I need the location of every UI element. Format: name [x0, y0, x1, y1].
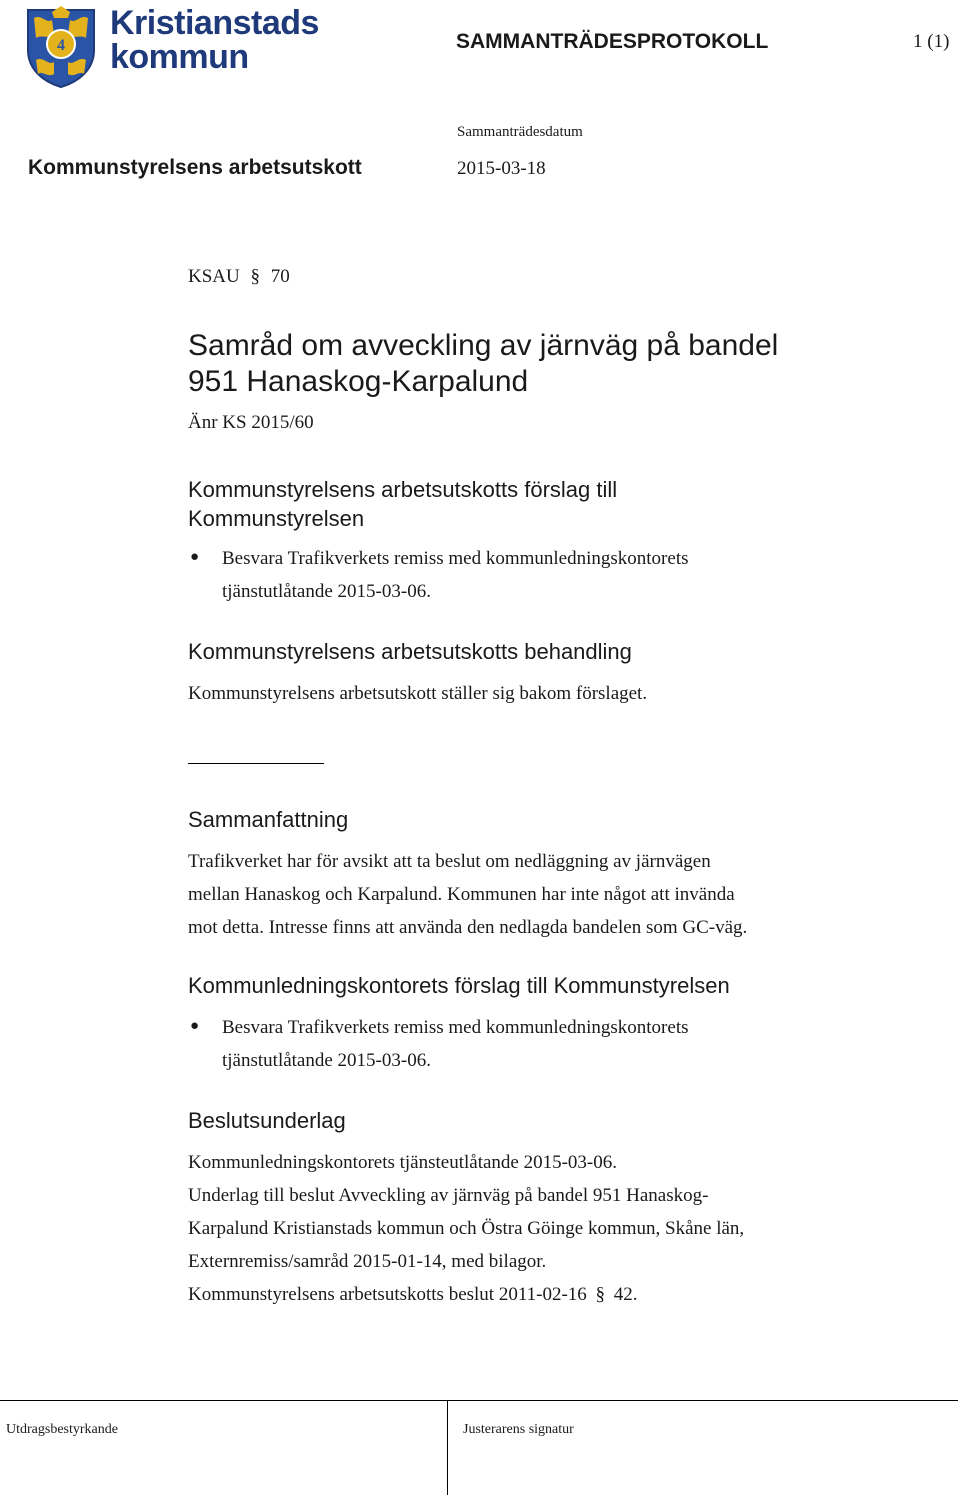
office-bullet-line2: tjänstutlåtande 2015-03-06.: [222, 1050, 431, 1071]
case-number: [188, 266, 290, 288]
logo-text-line1: Kristianstads: [110, 4, 319, 42]
coat-of-arms-icon: [24, 4, 98, 88]
reference-number: Änr KS 2015/60: [188, 412, 314, 433]
basis-line5-text: Kommunstyrelsens arbetsutskotts beslut 2011-02-16: [188, 1284, 587, 1305]
basis-line5-number: 42.: [613, 1284, 638, 1305]
separator-line: [188, 763, 324, 764]
adjuster-signature-label: Justerarens signatur: [463, 1422, 574, 1437]
proposal-heading-line2: Kommunstyrelsen: [188, 506, 365, 531]
section-sign: §: [250, 266, 260, 287]
kristianstad-logo: [24, 4, 319, 88]
organ-name: Kommunstyrelsens arbetsutskott: [28, 156, 362, 179]
proposal-heading-line1: Kommunstyrelsens arbetsutskotts förslag till: [188, 477, 618, 502]
basis-list: [188, 1146, 908, 1311]
footer-divider: [447, 1400, 448, 1495]
proposal-heading: [188, 475, 617, 533]
summary-line3: mot detta. Intresse finns att använda den nedlagda bandelen som GC-väg.: [188, 917, 748, 938]
summary-heading: Sammanfattning: [188, 807, 349, 832]
title-line-1: Samråd om avveckling av järnväg på bandel: [188, 329, 779, 362]
proposal-bullet-line1: Besvara Trafikverkets remiss med kommunledningskontorets: [222, 548, 689, 569]
logo-text-line2: kommun: [110, 38, 249, 76]
proposal-bullet-line2: tjänstutlåtande 2015-03-06.: [222, 581, 431, 602]
page-title: [188, 328, 908, 400]
meeting-date-label: Sammanträdesdatum: [457, 124, 583, 140]
document-type: SAMMANTRÄDESPROTOKOLL: [456, 30, 769, 53]
office-bullet-line1: Besvara Trafikverkets remiss med kommunledningskontorets: [222, 1017, 689, 1038]
bullet-icon: ●: [190, 549, 200, 565]
basis-line5: [188, 1278, 908, 1311]
treatment-text: Kommunstyrelsens arbetsutskott ställer sig bakom förslaget.: [188, 683, 648, 704]
summary-line2: mellan Hanaskog och Karpalund. Kommunen har inte något att invända: [188, 884, 735, 905]
meeting-date-value: 2015-03-18: [457, 158, 546, 179]
case-number-value: 70: [270, 266, 290, 287]
proposal-bullet: [222, 542, 689, 608]
footer-top-line: [0, 1400, 958, 1401]
treatment-heading: Kommunstyrelsens arbetsutskotts behandling: [188, 639, 632, 664]
office-proposal-heading: Kommunledningskontorets förslag till Kommunstyrelsen: [188, 973, 730, 998]
summary-text: [188, 845, 747, 944]
basis-line3: Karpalund Kristianstads kommun och Östra Göinge kommun, Skåne län,: [188, 1218, 745, 1239]
basis-heading: Beslutsunderlag: [188, 1108, 346, 1133]
basis-line4: Externremiss/samråd 2015-01-14, med bilagor.: [188, 1251, 547, 1272]
certification-label: Utdragsbestyrkande: [6, 1422, 118, 1437]
page-number: 1 (1): [913, 31, 950, 52]
summary-line1: Trafikverket har för avsikt att ta beslut om nedläggning av järnvägen: [188, 851, 711, 872]
basis-line1: Kommunledningskontorets tjänsteutlåtande 2015-03-06.: [188, 1152, 618, 1173]
case-prefix: KSAU: [188, 266, 240, 287]
section-sign: §: [595, 1284, 606, 1305]
bullet-icon: ●: [190, 1018, 200, 1034]
basis-line2: Underlag till beslut Avveckling av järnväg på bandel 951 Hanaskog-: [188, 1185, 709, 1206]
office-proposal-bullet: [222, 1011, 689, 1077]
svg-text:4: 4: [57, 37, 65, 54]
title-line-2: 951 Hanaskog-Karpalund: [188, 365, 529, 398]
